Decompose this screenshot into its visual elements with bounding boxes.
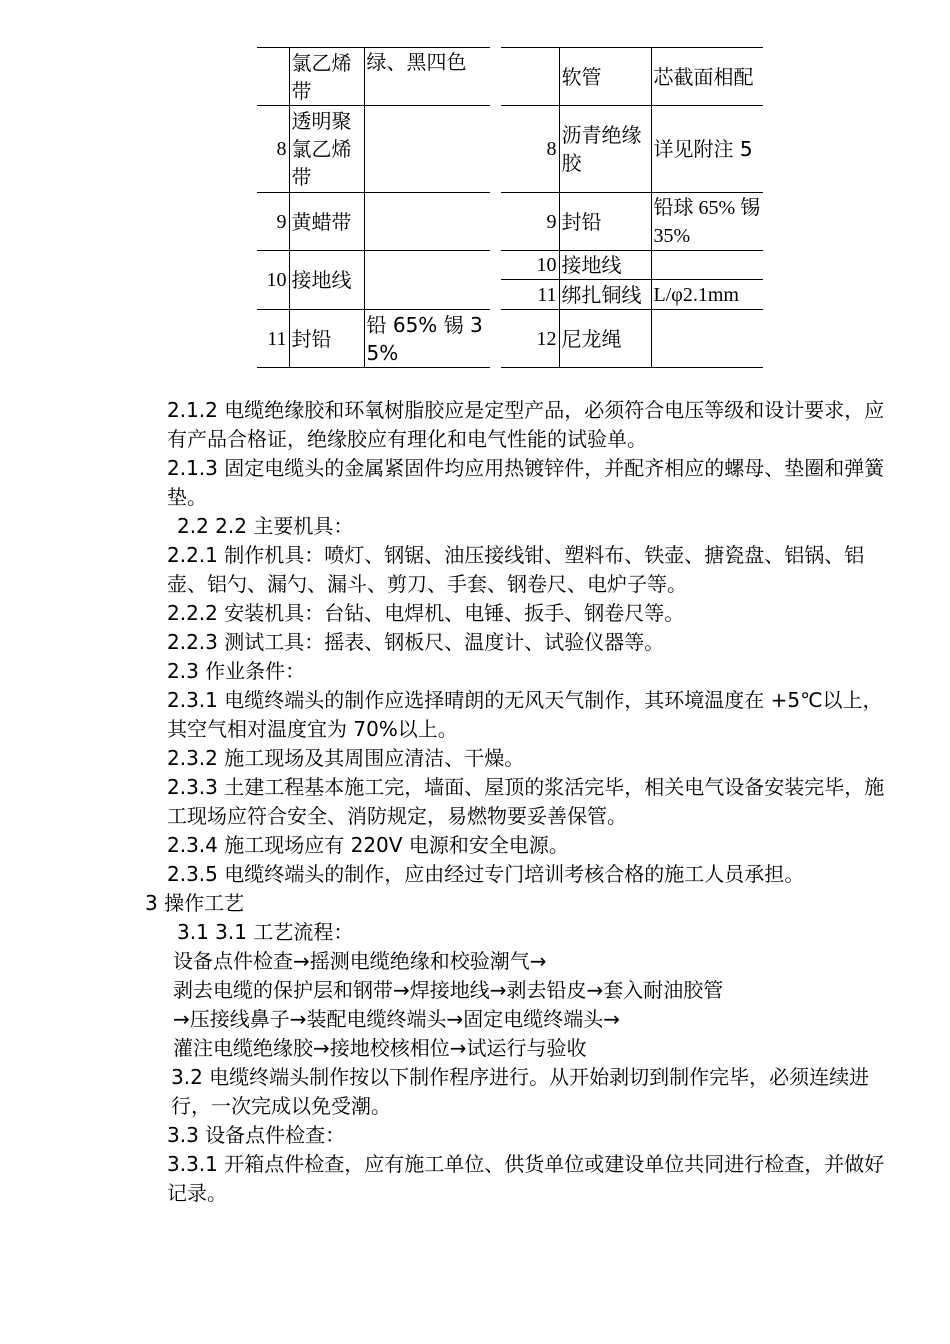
paragraph-2-1-3: 2.1.3 固定电缆头的金属紧固件均应用热镀锌件，并配齐相应的螺母、垫圈和弹簧垫。: [167, 456, 885, 509]
row-number: 12: [501, 310, 559, 368]
material-name: 接地线: [559, 251, 651, 280]
paragraph-2-2-2: 2.2.2 安装机具：台钻、电焊机、电锤、扳手、钢卷尺等。: [167, 601, 685, 625]
table-row: [501, 251, 763, 280]
material-name: 透明聚氯乙烯带: [289, 106, 364, 193]
paragraph-3-3-1: 3.3.1 开箱点件检查，应有施工单位、供货单位或建设单位共同进行检查，并做好记录。: [167, 1152, 885, 1205]
material-spec: 详见附注 5: [651, 106, 763, 193]
paragraph-2-3-4: 2.3.4 施工现场应有 220V 电源和安全电源。: [167, 833, 569, 857]
row-number: 10: [257, 251, 289, 310]
material-spec: L/φ2.1mm: [651, 280, 763, 310]
material-spec: 铅球 65% 锡 35%: [651, 193, 763, 251]
heading-3-1: 3.1 3.1 工艺流程：: [177, 920, 354, 944]
heading-2-2: 2.2 2.2 主要机具：: [177, 514, 354, 538]
row-number: 8: [257, 106, 289, 193]
material-spec: [364, 106, 490, 193]
row-number: 11: [257, 310, 289, 368]
paragraph-2-3-5: 2.3.5 电缆终端头的制作，应由经过专门培训考核合格的施工人员承担。: [167, 862, 805, 886]
material-spec: [364, 251, 490, 310]
row-number: 9: [257, 193, 289, 251]
material-name: 接地线: [289, 251, 364, 310]
material-name: 黄蜡带: [289, 193, 364, 251]
material-name: 尼龙绳: [559, 310, 651, 368]
row-number: [501, 48, 559, 106]
materials-table-right: [501, 47, 763, 368]
heading-3: 3 操作工艺: [145, 891, 245, 915]
material-name: 沥青绝缘胶: [559, 106, 651, 193]
row-number: 9: [501, 193, 559, 251]
table-row: [501, 280, 763, 310]
paragraph-2-3-1: 2.3.1 电缆终端头的制作应选择晴朗的无风天气制作，其环境温度在 +5℃以上，其空气相对温度宜为 70%以上。: [167, 688, 883, 741]
material-spec: [651, 310, 763, 368]
table-row: [257, 310, 490, 368]
row-number: 10: [501, 251, 559, 280]
material-spec: 铅 65% 锡 35%: [364, 310, 490, 368]
paragraph-2-3-3: 2.3.3 土建工程基本施工完，墙面、屋顶的浆活完毕，相关电气设备安装完毕，施工现场应符合安全、消防规定，易燃物要妥善保管。: [167, 775, 885, 828]
table-row: [257, 251, 490, 310]
row-number: 8: [501, 106, 559, 193]
table-row: [257, 48, 490, 106]
material-name: 氯乙烯带: [289, 48, 364, 106]
heading-2-3: 2.3 作业条件：: [167, 659, 306, 683]
row-number: 11: [501, 280, 559, 310]
table-row: [501, 48, 763, 106]
process-step-3: →压接线鼻子→装配电缆终端头→固定电缆终端头→: [173, 1007, 621, 1031]
material-name: 绑扎铜线: [559, 280, 651, 310]
material-name: 封铅: [289, 310, 364, 368]
material-spec: [651, 251, 763, 280]
process-step-4: 灌注电缆绝缘胶→接地校核相位→试运行与验收: [173, 1036, 587, 1060]
table-row: [257, 106, 490, 193]
table-row: [501, 106, 763, 193]
process-step-1: 设备点件检查→摇测电缆绝缘和校验潮气→: [173, 949, 547, 973]
material-spec: 绿、黑四色: [364, 48, 490, 106]
table-row: [501, 193, 763, 251]
paragraph-2-1-2: 2.1.2 电缆绝缘胶和环氧树脂胶应是定型产品，必须符合电压等级和设计要求，应有产品合格证，绝缘胶应有理化和电气性能的试验单。: [167, 398, 885, 451]
material-spec: [364, 193, 490, 251]
material-spec: 芯截面相配: [651, 48, 763, 106]
material-name: 软管: [559, 48, 651, 106]
body-text: [145, 396, 895, 1208]
paragraph-3-2: 3.2 电缆终端头制作按以下制作程序进行。从开始剥切到制作完毕，必须连续进行，一次完成以免受潮。: [171, 1065, 870, 1118]
heading-3-3: 3.3 设备点件检查：: [167, 1123, 346, 1147]
paragraph-2-2-1: 2.2.1 制作机具：喷灯、钢锯、油压接线钳、塑料布、铁壶、搪瓷盘、铝锅、铝壶、铝勺、漏勺、漏斗、剪刀、手套、钢卷尺、电炉子等。: [167, 543, 865, 596]
process-step-2: 剥去电缆的保护层和钢带→焊接地线→剥去铅皮→套入耐油胶管: [173, 978, 724, 1002]
table-row: [257, 193, 490, 251]
material-name: 封铅: [559, 193, 651, 251]
row-number: [257, 48, 289, 106]
table-row: [501, 310, 763, 368]
paragraph-2-3-2: 2.3.2 施工现场及其周围应清洁、干燥。: [167, 746, 525, 770]
materials-table-left: [257, 47, 490, 368]
paragraph-2-2-3: 2.2.3 测试工具：摇表、钢板尺、温度计、试验仪器等。: [167, 630, 665, 654]
